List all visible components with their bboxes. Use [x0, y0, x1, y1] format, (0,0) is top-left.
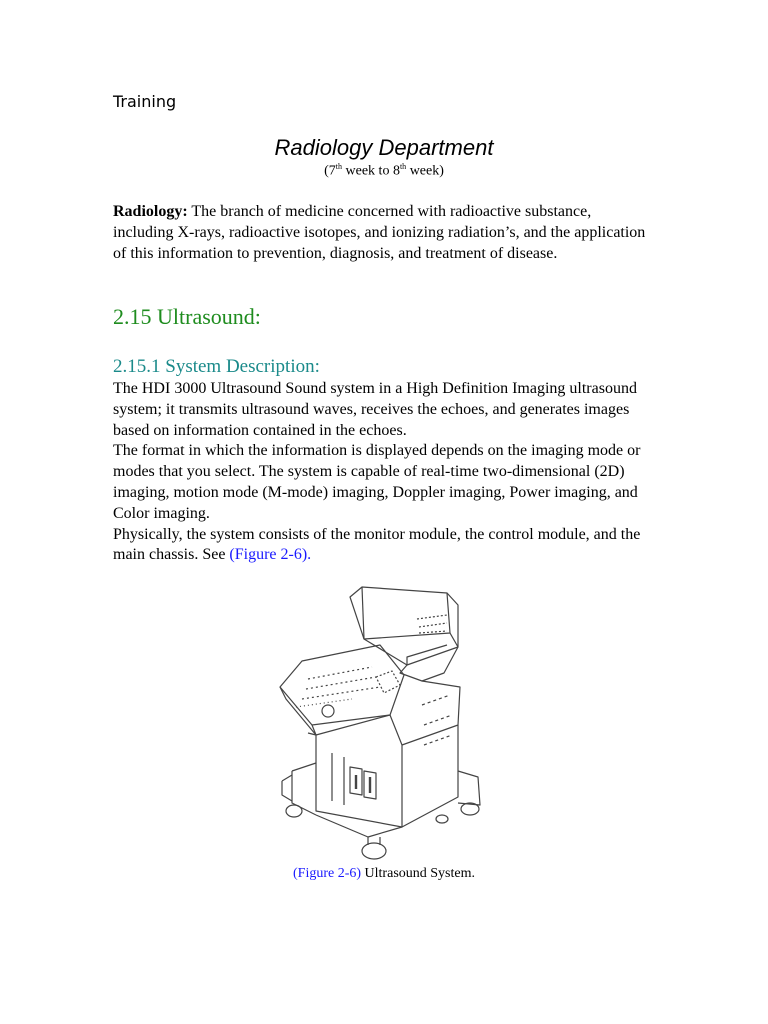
- system-description: [113, 379, 653, 566]
- description-paragraph-2: The format in which the information is displayed depends on the imaging mode or modes that you select. The system is capable of real-time two-dimensional (2D) imaging, motion mode (M-mode) imaging, Doppler imaging, Power imaging, and Color imaging.: [113, 442, 641, 522]
- subtitle-close: week): [406, 163, 444, 179]
- subtitle-open: (7: [324, 163, 336, 179]
- subtitle-mid: week to 8: [342, 163, 400, 179]
- figure-caption-ref[interactable]: (Figure 2-6): [293, 866, 362, 881]
- description-paragraph-1: The HDI 3000 Ultrasound Sound system in a High Definition Imaging ultrasound system; it transmits ultrasound waves, receives the echoes, and generates images based on information contained in the echoes.: [113, 380, 637, 439]
- definition-text: The branch of medicine concerned with radioactive substance, including X-rays, radioactive isotopes, and ionizing radiation’s, and the application of this information to prevention, diagnosis, and treatment of disease.: [113, 203, 646, 262]
- ultrasound-system-illustration: [272, 575, 487, 865]
- figure-caption: [0, 866, 768, 882]
- section-heading: 2.15 Ultrasound:: [113, 304, 261, 329]
- figure-reference-link[interactable]: (Figure 2-6).: [229, 546, 312, 564]
- page-header: Training: [113, 92, 177, 111]
- page-title: Radiology Department: [274, 135, 494, 160]
- paragraph-3-text: Physically, the system consists of the monitor module, the control module, and the main chassis. See: [113, 525, 641, 564]
- figure-caption-text: Ultrasound System.: [361, 866, 475, 881]
- definition-term: Radiology:: [113, 203, 188, 220]
- subsection-heading: 2.15.1 System Description:: [113, 356, 320, 377]
- description-paragraph-3: [113, 525, 653, 567]
- definition-paragraph: [113, 202, 653, 264]
- page-subtitle: [0, 162, 768, 180]
- subtitle-sup-2: th: [399, 162, 407, 171]
- subtitle-sup-1: th: [335, 162, 343, 171]
